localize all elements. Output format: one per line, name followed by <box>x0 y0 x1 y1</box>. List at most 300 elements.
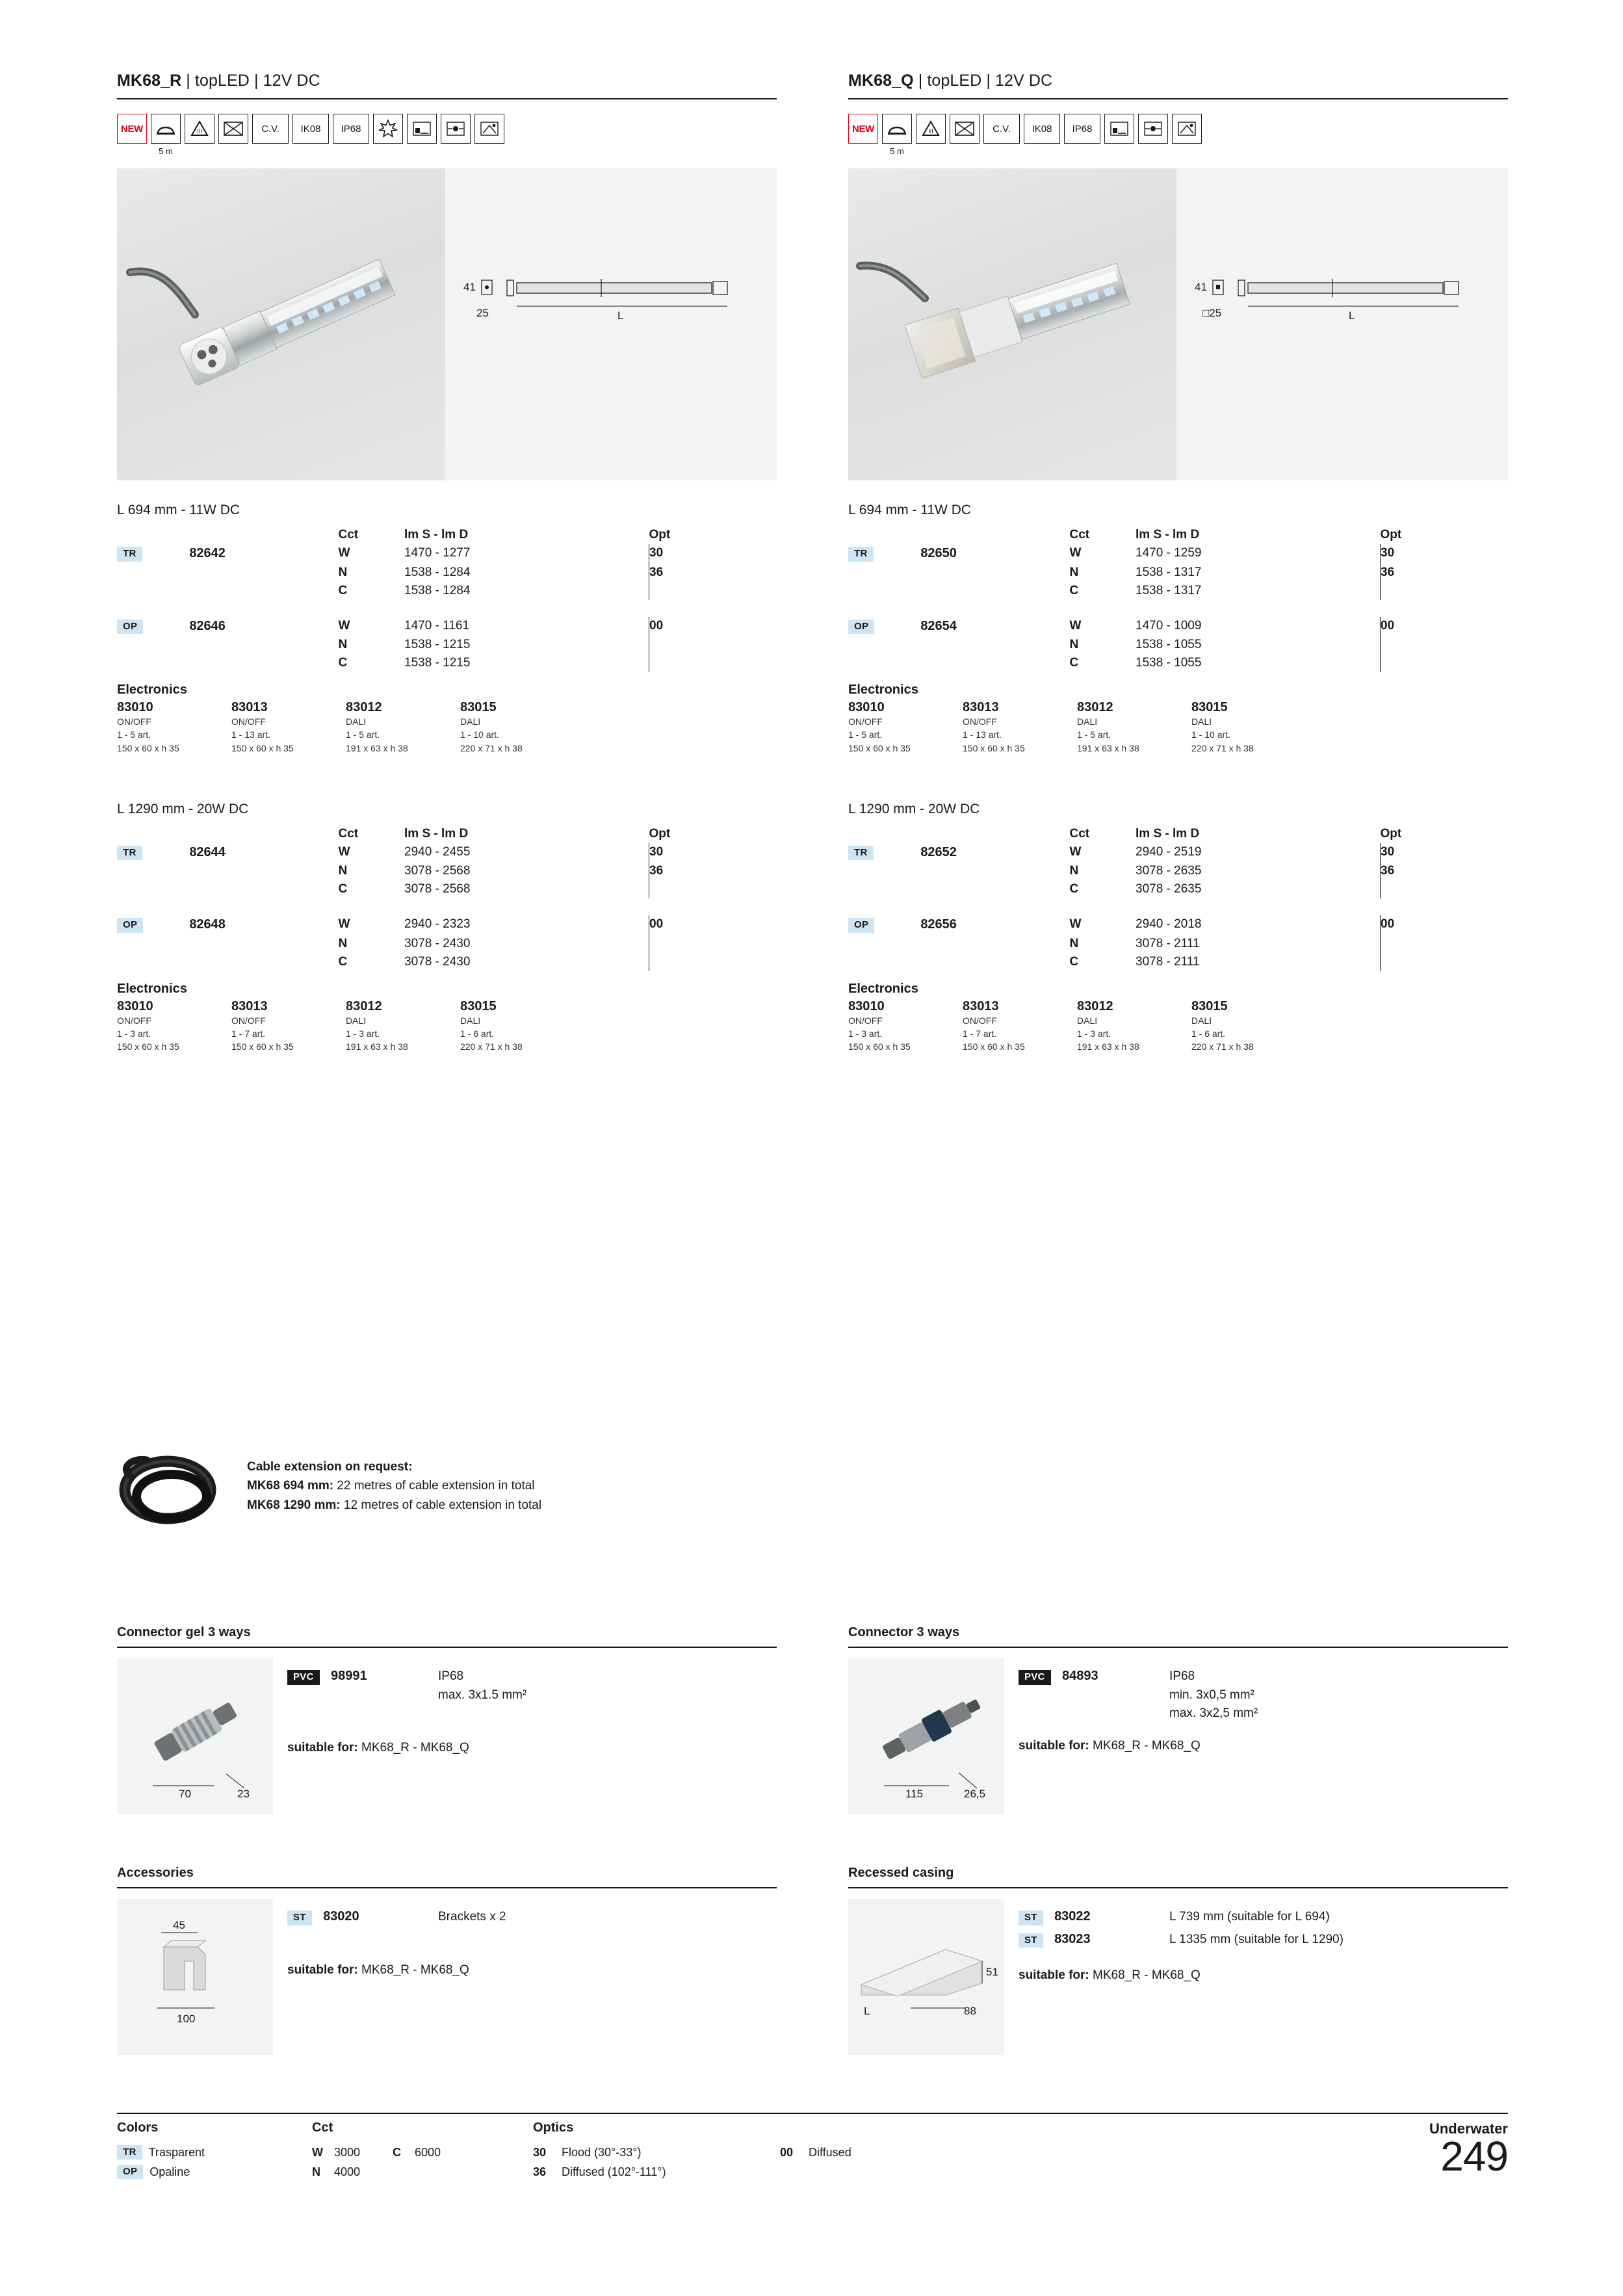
electronics-item <box>231 700 346 755</box>
dim-c-label: 51 <box>986 1966 998 1978</box>
cct-value: N <box>338 864 348 878</box>
col-cct: Cct <box>1069 528 1090 541</box>
electronics-code: 83015 <box>460 700 497 714</box>
dim-L-label: L <box>1349 309 1355 322</box>
technical-drawing-mk68-r <box>445 168 777 480</box>
variant-heading: L 1290 mm - 20W DC <box>848 801 980 816</box>
cct-key: C <box>393 2145 401 2159</box>
section-title: Accessories <box>117 1866 777 1888</box>
suitable-for <box>1019 1968 1344 1983</box>
dim-b-label: 26,5 <box>964 1788 986 1800</box>
legend-headers <box>117 2114 1508 2137</box>
electronics-label: Electronics <box>848 981 918 996</box>
product-column-mk68-r <box>117 72 777 1054</box>
lumen-value: 3078 - 2635 <box>1136 882 1202 896</box>
dim-a-label: 45 <box>173 1919 185 1931</box>
electronics-code: 83015 <box>460 998 497 1013</box>
color-badge: TR <box>848 846 874 861</box>
optic-key: 00 <box>780 2145 794 2159</box>
table-row <box>117 862 777 880</box>
spec-line: L 1335 mm (suitable for L 1290) <box>1169 1932 1344 1946</box>
electronics-size: 220 x 71 x h 38 <box>1191 742 1254 753</box>
optic-value: 30 <box>649 843 777 863</box>
product-photo-mk68-r <box>117 168 445 480</box>
table-row <box>117 880 777 898</box>
electronics-size: 191 x 63 x h 38 <box>346 742 408 753</box>
electronics-size: 191 x 63 x h 38 <box>1077 742 1139 753</box>
recessed-casing-info <box>1019 1899 1344 2055</box>
lumen-value: 1538 - 1215 <box>404 638 471 651</box>
suitable-value: MK68_R - MK68_Q <box>357 1963 469 1977</box>
electronics-art: 1 - 3 art. <box>848 1028 883 1039</box>
variant-block <box>848 502 1508 755</box>
lumen-value: 3078 - 2568 <box>404 864 471 878</box>
section-recessed-casing <box>848 1866 1508 2055</box>
suitable-label: suitable for: <box>287 1963 358 1977</box>
electronics-item <box>346 999 460 1054</box>
table-row <box>848 654 1508 672</box>
cable-length-caption: 5 m <box>159 146 173 156</box>
cable-extension-text <box>247 1450 541 1515</box>
cable-note-line2-bold: MK68 694 mm: <box>247 1479 334 1493</box>
recessed-icon <box>1104 114 1134 144</box>
optic-value: 36 <box>1381 862 1508 880</box>
article-code: 82648 <box>189 917 226 932</box>
table-row <box>117 544 777 564</box>
icon-strip-mk68-q <box>848 114 1508 154</box>
electronics-item <box>963 700 1077 755</box>
optic-value <box>649 582 777 600</box>
electronics-code: 83012 <box>346 700 382 714</box>
table-row <box>848 880 1508 898</box>
bracket-image <box>117 1899 273 2055</box>
electronics-art: 1 - 5 art. <box>848 729 883 740</box>
dim-25-label: 25 <box>476 307 489 319</box>
section-title: Recessed casing <box>848 1866 1508 1888</box>
electronics-type: ON/OFF <box>117 1015 151 1026</box>
electronics-size: 150 x 60 x h 35 <box>963 1041 1025 1052</box>
dim-a-label: 70 <box>179 1788 191 1800</box>
legend-header-cct: Cct <box>312 2120 333 2135</box>
article-code: 98991 <box>331 1669 367 1683</box>
article-code: 82644 <box>189 844 226 859</box>
electronics-code: 83013 <box>231 998 268 1013</box>
spec-line: Brackets x 2 <box>438 1910 506 1924</box>
cct-value: C <box>338 954 348 969</box>
optic-value: 36 <box>1381 564 1508 582</box>
electronics-label: Electronics <box>848 683 918 697</box>
lumen-value: 3078 - 2111 <box>1136 936 1200 950</box>
electronics-code: 83012 <box>1077 998 1113 1013</box>
optic-value: 00 <box>1381 915 1508 935</box>
electronics-item <box>460 700 575 755</box>
electronics-code: 83010 <box>848 998 885 1013</box>
electronics-code: 83010 <box>848 700 885 714</box>
legend-cct <box>312 2143 533 2182</box>
spec-line: IP68 <box>1169 1669 1195 1683</box>
cable-length-caption: 5 m <box>890 146 904 156</box>
cct-value: W <box>1069 546 1082 560</box>
optic-value: Diffused (102°-111°) <box>562 2165 666 2178</box>
variant-table <box>848 825 1508 971</box>
cct-value: W <box>338 844 350 859</box>
spec-line: L 739 mm (suitable for L 694) <box>1169 1910 1330 1924</box>
optic-value: 00 <box>649 915 777 935</box>
variant-block <box>848 802 1508 1054</box>
col-lm: lm S - lm D <box>1136 528 1200 541</box>
lumen-value: 1470 - 1161 <box>404 618 470 633</box>
dim-a-label: L <box>864 2005 870 2017</box>
section-connector-3ways <box>848 1625 1508 1814</box>
electronics-item <box>460 999 575 1054</box>
variant-table <box>117 825 777 971</box>
cct-value: C <box>1069 656 1079 670</box>
electronics-size: 191 x 63 x h 38 <box>1077 1041 1139 1052</box>
spec-lines <box>1169 1667 1258 1723</box>
material-badge: PVC <box>1019 1670 1051 1685</box>
cct-value: W <box>1069 618 1082 633</box>
suitable-label: suitable for: <box>1019 1968 1089 1982</box>
legend-footer <box>117 2113 1508 2182</box>
table-row <box>848 953 1508 971</box>
legend-row <box>117 2162 312 2182</box>
electronics-item <box>963 999 1077 1054</box>
section-title: Connector gel 3 ways <box>117 1625 777 1648</box>
electronics-type: DALI <box>1077 1015 1098 1026</box>
optic-value <box>1381 935 1508 953</box>
lumen-value: 3078 - 2430 <box>404 954 471 969</box>
cct-value: N <box>1069 638 1079 651</box>
spec-line: max. 3x2,5 mm² <box>1169 1706 1258 1720</box>
spec-lines <box>1169 1908 1330 1927</box>
electronics-type: DALI <box>346 1015 367 1026</box>
optic-value <box>649 935 777 953</box>
cct-key: W <box>312 2145 323 2159</box>
optic-value: 30 <box>1381 544 1508 564</box>
section-accessories <box>117 1866 777 2055</box>
product-title-mk68-r <box>117 72 777 99</box>
electronics-item <box>848 700 963 755</box>
cct-value: W <box>1069 844 1082 859</box>
section-connector-gel <box>117 1625 777 1814</box>
accessory-sections <box>117 1866 1508 2055</box>
table-row <box>848 843 1508 863</box>
ip68-icon: IP68 <box>333 114 369 144</box>
connector-3ways-image <box>848 1658 1004 1814</box>
table-row <box>117 935 777 953</box>
dim-a-label: 115 <box>905 1788 924 1800</box>
table-row <box>848 544 1508 564</box>
cct-value: 6000 <box>415 2145 441 2159</box>
color-badge: TR <box>117 846 142 861</box>
suitable-label: suitable for: <box>1019 1738 1089 1753</box>
lumen-value: 2940 - 2018 <box>1136 917 1202 932</box>
table-row <box>117 915 777 935</box>
electronics-type: ON/OFF <box>963 716 997 727</box>
recessed-casing-image <box>848 1899 1004 2055</box>
col-cct: Cct <box>338 826 359 841</box>
electronics-code: 83013 <box>963 998 999 1013</box>
table-row <box>117 636 777 654</box>
suitable-label: suitable for: <box>287 1741 358 1755</box>
cct-value: 3000 <box>334 2145 361 2159</box>
article-code: 82642 <box>189 546 226 560</box>
electronics-art: 1 - 10 art. <box>1191 729 1230 740</box>
optic-value: 00 <box>649 617 777 636</box>
table-row <box>848 564 1508 582</box>
electronics-type: ON/OFF <box>231 1015 266 1026</box>
lumen-value: 1538 - 1317 <box>1136 583 1202 597</box>
electronics-list <box>848 700 1508 755</box>
lumen-value: 1538 - 1317 <box>1136 565 1202 579</box>
spec-lines <box>438 1667 526 1704</box>
electronics-art: 1 - 5 art. <box>346 729 380 740</box>
table-header-row <box>848 526 1508 544</box>
table-row <box>117 953 777 971</box>
dim-41-label: 41 <box>1195 281 1207 293</box>
optic-value <box>1381 582 1508 600</box>
electronics-type: DALI <box>346 716 367 727</box>
product-column-mk68-q <box>848 72 1508 1054</box>
color-badge: OP <box>848 918 874 933</box>
table-row <box>117 582 777 600</box>
table-row <box>848 862 1508 880</box>
lumen-value: 1538 - 1055 <box>1136 638 1202 651</box>
electronics-size: 150 x 60 x h 35 <box>963 742 1025 753</box>
optic-value: 36 <box>649 564 777 582</box>
cct-value: C <box>1069 583 1079 597</box>
electronics-item <box>346 700 460 755</box>
cable-note-line3 <box>247 1496 541 1515</box>
cable-extension-note <box>117 1450 832 1534</box>
icon-new-wrap <box>848 114 878 144</box>
electronics-art: 1 - 13 art. <box>963 729 1002 740</box>
electronics-art: 1 - 6 art. <box>460 1028 495 1039</box>
table-row <box>848 915 1508 935</box>
cct-value: W <box>338 546 350 560</box>
lumen-value: 3078 - 2430 <box>404 936 471 950</box>
optic-key: 36 <box>533 2165 547 2178</box>
electronics-type: DALI <box>1191 1015 1212 1026</box>
cable-note-line2-rest: 22 metres of cable extension in total <box>333 1479 535 1493</box>
ip68-icon: IP68 <box>1064 114 1100 144</box>
optic-value <box>649 654 777 672</box>
variant-table <box>117 526 777 672</box>
dim-b-label: 88 <box>964 2005 976 2017</box>
electronics-label: Electronics <box>117 981 187 996</box>
section-title: Connector 3 ways <box>848 1625 1508 1648</box>
recessed-icon <box>407 114 437 144</box>
table-header-row <box>117 825 777 843</box>
spec-line: IP68 <box>438 1669 464 1683</box>
lumen-value: 3078 - 2111 <box>1136 954 1200 969</box>
col-lm: lm S - lm D <box>1136 826 1200 841</box>
table-header-row <box>117 526 777 544</box>
accessories-info <box>287 1899 506 2055</box>
electronics-type: DALI <box>460 1015 481 1026</box>
electronics-code: 83010 <box>117 998 153 1013</box>
material-badge: ST <box>287 1911 312 1925</box>
electronics-size: 220 x 71 x h 38 <box>1191 1041 1254 1052</box>
legend-row <box>780 2143 975 2162</box>
material-badge: ST <box>1019 1933 1043 1948</box>
optic-value: 00 <box>1381 617 1508 636</box>
lumen-value: 1538 - 1284 <box>404 583 471 597</box>
col-opt: Opt <box>649 528 671 541</box>
cable-length-icon <box>151 114 181 144</box>
lumen-value: 1538 - 1055 <box>1136 656 1202 670</box>
new-badge-icon: NEW <box>117 114 147 144</box>
icon-strip-mk68-r <box>117 114 777 154</box>
cct-value: C <box>338 583 348 597</box>
optic-value <box>649 880 777 898</box>
electronics-art: 1 - 3 art. <box>117 1028 151 1039</box>
suitable-for <box>287 1963 506 1977</box>
electronics-art: 1 - 7 art. <box>231 1028 266 1039</box>
optic-key: 30 <box>533 2145 547 2159</box>
lumen-value: 2940 - 2455 <box>404 844 471 859</box>
lumen-value: 1538 - 1284 <box>404 565 471 579</box>
electronics-list <box>117 700 777 755</box>
cable-note-line3-rest: 12 metres of cable extension in total <box>340 1498 542 1512</box>
electronics-item <box>1077 999 1191 1054</box>
article-code: 83022 <box>1054 1909 1091 1924</box>
cable-length-icon <box>882 114 912 144</box>
cct-value: C <box>338 882 348 896</box>
material-badge: ST <box>1019 1911 1043 1925</box>
electronics-list <box>117 999 777 1054</box>
legend-colors <box>117 2143 312 2182</box>
dim-25-label: □25 <box>1202 307 1222 319</box>
constant-voltage-icon: C.V. <box>252 114 289 144</box>
electronics-size: 150 x 60 x h 35 <box>848 742 911 753</box>
spec-lines <box>438 1908 506 1927</box>
table-header-row <box>848 825 1508 843</box>
cct-value: N <box>338 565 348 579</box>
electronics-code: 83010 <box>117 700 153 714</box>
table-row <box>848 636 1508 654</box>
electronics-type: DALI <box>1191 716 1212 727</box>
lumen-value: 2940 - 2519 <box>1136 844 1202 859</box>
table-row <box>848 935 1508 953</box>
lumen-value: 1538 - 1215 <box>404 656 471 670</box>
electronics-item <box>231 999 346 1054</box>
electronics-code: 83012 <box>1077 700 1113 714</box>
ik08-icon: IK08 <box>292 114 329 144</box>
cct-value: N <box>1069 936 1079 950</box>
cct-value: W <box>1069 917 1082 932</box>
dim-b-label: 100 <box>177 2013 196 2025</box>
optic-value <box>649 636 777 654</box>
suitable-value: MK68_R - MK68_Q <box>357 1741 469 1755</box>
table-row <box>117 654 777 672</box>
optic-value: 30 <box>649 544 777 564</box>
electronics-size: 150 x 60 x h 35 <box>117 1041 179 1052</box>
cct-key: N <box>312 2165 320 2178</box>
no-outdoor-icon <box>218 114 248 144</box>
electronics-type: DALI <box>460 716 481 727</box>
ik08-icon: IK08 <box>1024 114 1060 144</box>
article-code: 82656 <box>920 917 957 932</box>
electronics-size: 150 x 60 x h 35 <box>231 1041 294 1052</box>
product-name: MK68_Q <box>848 72 914 90</box>
lumen-value: 3078 - 2568 <box>404 882 471 896</box>
legend-optics-2 <box>780 2143 975 2182</box>
article-code: 84893 <box>1062 1669 1098 1683</box>
optic-value: 36 <box>649 862 777 880</box>
article-code: 82650 <box>920 546 957 560</box>
spec-line: max. 3x1.5 mm² <box>438 1688 527 1702</box>
electronics-art: 1 - 10 art. <box>460 729 499 740</box>
col-lm: lm S - lm D <box>404 826 469 841</box>
spec-lines <box>1169 1931 1344 1950</box>
legend-body <box>117 2143 1508 2182</box>
star-icon <box>373 114 403 144</box>
cable-coil-image <box>117 1450 227 1534</box>
cct-value: W <box>338 917 350 932</box>
material-badge: PVC <box>287 1670 320 1685</box>
product-images-mk68-q <box>848 168 1508 480</box>
spec-line: min. 3x0,5 mm² <box>1169 1688 1254 1702</box>
wall-icon <box>474 114 504 144</box>
cable-note-line1: Cable extension on request: <box>247 1460 413 1474</box>
wall-icon <box>1172 114 1202 144</box>
article-code: 83023 <box>1054 1931 1091 1946</box>
optic-value: Diffused <box>809 2145 851 2159</box>
color-badge: TR <box>117 2145 142 2160</box>
optic-value <box>649 953 777 971</box>
article-code: 82652 <box>920 844 957 859</box>
legend-header-optics: Optics <box>533 2120 574 2135</box>
electronics-type: ON/OFF <box>231 716 266 727</box>
table-row <box>117 617 777 636</box>
electronics-code: 83015 <box>1191 998 1228 1013</box>
color-badge: TR <box>117 547 142 562</box>
color-badge: OP <box>117 620 143 634</box>
col-cct: Cct <box>338 528 359 541</box>
table-row <box>117 843 777 863</box>
optic-value <box>1381 654 1508 672</box>
legend-optics <box>533 2143 780 2182</box>
cct-value: N <box>1069 864 1079 878</box>
electronics-art: 1 - 13 art. <box>231 729 270 740</box>
electronics-art: 1 - 6 art. <box>1191 1028 1226 1039</box>
product-subtitle: | topLED | 12V DC <box>918 72 1053 90</box>
cct-value: N <box>1069 565 1079 579</box>
optic-value: Flood (30°-33°) <box>562 2145 642 2159</box>
lumen-value: 1470 - 1259 <box>1136 546 1202 560</box>
cct-value: C <box>338 656 348 670</box>
lumen-value: 3078 - 2635 <box>1136 864 1202 878</box>
lumen-value: 1470 - 1277 <box>404 546 471 560</box>
color-badge: TR <box>848 547 874 562</box>
legend-color-label: Trasparent <box>148 2145 205 2159</box>
table-row <box>117 564 777 582</box>
legend-row <box>533 2162 780 2182</box>
article-code: 82646 <box>189 618 226 633</box>
new-badge-icon: NEW <box>848 114 878 144</box>
electronics-type: ON/OFF <box>963 1015 997 1026</box>
electronics-art: 1 - 5 art. <box>117 729 151 740</box>
legend-row <box>312 2162 533 2182</box>
electronics-item <box>1191 999 1306 1054</box>
constant-voltage-icon: C.V. <box>983 114 1020 144</box>
variant-block <box>117 802 777 1054</box>
lumen-value: 2940 - 2323 <box>404 917 471 932</box>
product-photo-mk68-q <box>848 168 1176 480</box>
electronics-type: ON/OFF <box>117 716 151 727</box>
electronics-item <box>117 999 231 1054</box>
